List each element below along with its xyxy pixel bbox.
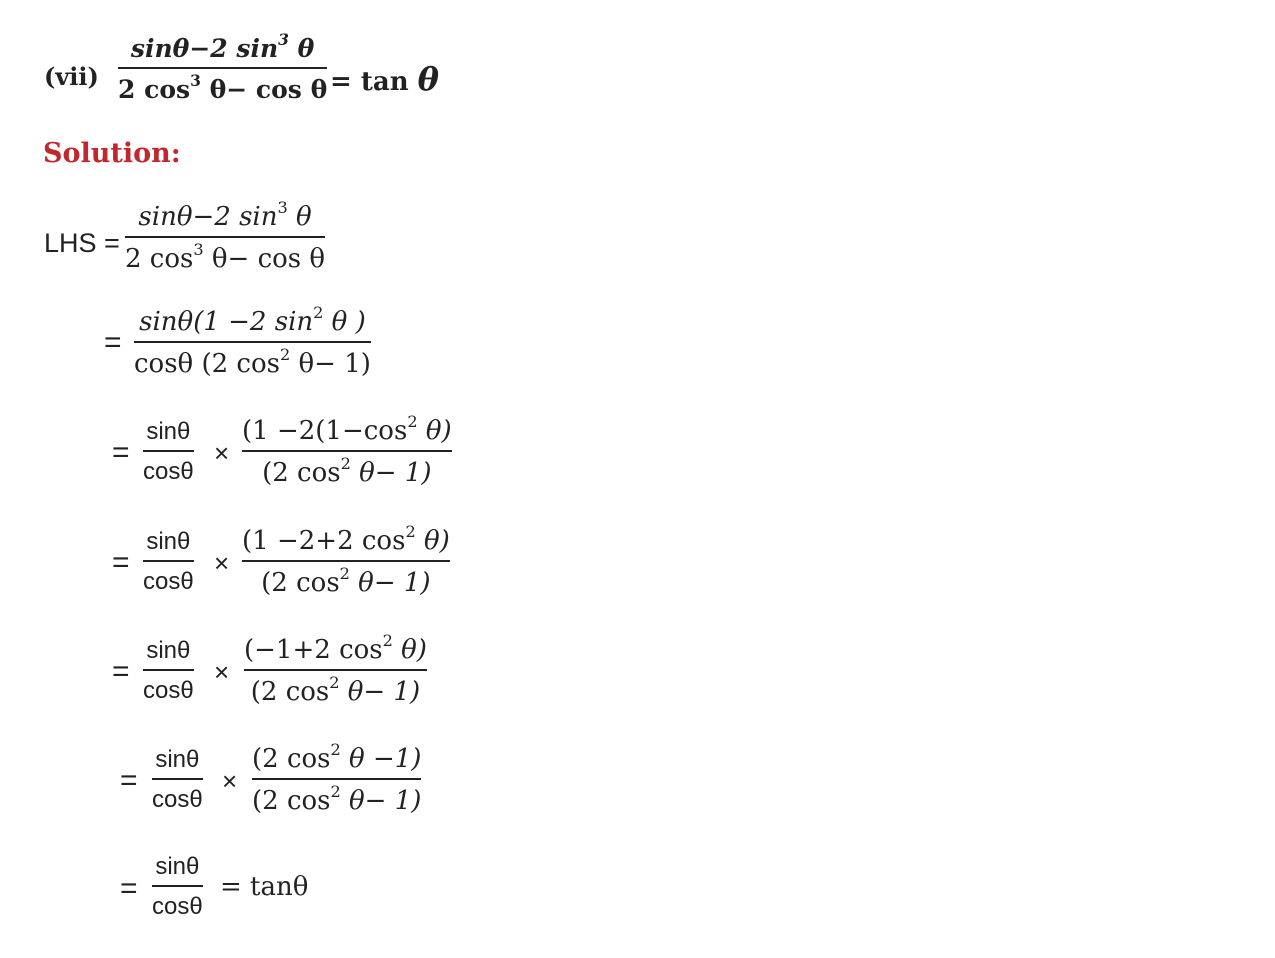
step5-fraction — [244, 630, 427, 707]
times-sign: × — [222, 766, 238, 796]
step3-equals: = — [112, 436, 130, 469]
fraction-bar — [242, 450, 452, 452]
problem-lhs-numerator: sinθ−2 $\sin^3 \theta$ — [130, 30, 315, 63]
fraction-bar — [143, 450, 194, 452]
sin-theta: sinθ — [155, 746, 200, 773]
fraction-bar — [244, 669, 427, 671]
step6-equals: = — [120, 764, 138, 797]
problem-rhs: = tan θ — [330, 60, 440, 98]
step1-fraction — [125, 197, 326, 274]
step3-sin-cos-fraction — [143, 420, 194, 484]
step6-sin-cos-fraction — [152, 748, 203, 812]
fraction-bar — [125, 236, 325, 238]
step2-denominator: cosθ (2 $\cos^2 \theta- 1$) — [134, 344, 371, 379]
sin-theta: sinθ — [146, 418, 191, 445]
sin-theta: sinθ — [146, 637, 191, 664]
step7-equals: = — [120, 872, 138, 905]
cos-theta: cosθ — [143, 458, 194, 485]
step6-denominator: (2 $\cos^2 \theta- 1$) — [252, 781, 422, 816]
step4-denominator: (2 $\cos^2 \theta- 1$) — [261, 563, 431, 598]
fraction-bar — [152, 885, 203, 887]
fraction-bar — [134, 341, 371, 343]
step2-numerator: sinθ(1 −2 $\sin^2 \theta$ ) — [139, 302, 366, 337]
fraction-bar — [252, 778, 421, 780]
times-sign: × — [214, 548, 230, 578]
problem-lhs-denominator: 2 $\cos^3 \theta- \cos \theta$ — [118, 71, 328, 104]
fraction-bar — [143, 669, 194, 671]
solution-heading: Solution: — [43, 138, 181, 169]
step4-equals: = — [112, 546, 130, 579]
final-result: = tanθ — [220, 872, 309, 902]
step6-numerator: (2 $\cos^2 \theta -1$) — [252, 739, 422, 774]
sin-theta: sinθ — [155, 853, 200, 880]
step1-denominator: 2 $\cos^3 \theta- \cos \theta$ — [125, 239, 326, 274]
cos-theta: cosθ — [152, 786, 203, 813]
step5-denominator: (2 $\cos^2 \theta- 1$) — [250, 672, 421, 707]
step4-sin-cos-fraction — [143, 530, 194, 594]
problem-lhs-fraction — [118, 30, 328, 104]
times-sign: × — [214, 657, 230, 687]
step2-fraction — [134, 302, 371, 379]
sin-theta: sinθ — [146, 528, 191, 555]
step3-denominator: (2 $\cos^2 \theta- 1$) — [262, 453, 432, 488]
step6-fraction — [252, 739, 422, 816]
fraction-bar — [143, 560, 194, 562]
step5-equals: = — [112, 655, 130, 688]
problem-label: (vii) — [44, 62, 99, 91]
step5-sin-cos-fraction — [143, 639, 194, 703]
step3-fraction — [242, 411, 452, 488]
step2-equals: = — [104, 326, 122, 359]
step4-fraction — [242, 521, 450, 598]
fraction-bar — [118, 67, 327, 69]
fraction-bar — [242, 560, 450, 562]
cos-theta: cosθ — [152, 893, 203, 920]
fraction-bar — [152, 778, 203, 780]
cos-theta: cosθ — [143, 568, 194, 595]
step7-sin-cos-fraction — [152, 855, 203, 919]
step5-numerator: (−1+2 $\cos^2 \theta$) — [244, 630, 427, 665]
step3-numerator: ($1 -2(1-\cos^2$ θ) — [242, 411, 452, 446]
times-sign: × — [214, 438, 230, 468]
cos-theta: cosθ — [143, 677, 194, 704]
step1-numerator: sinθ−2 $\sin^3 \theta$ — [138, 197, 312, 232]
lhs-prefix: LHS = — [44, 228, 120, 258]
step4-numerator: (1 −2+2 $\cos^2 \theta$) — [242, 521, 450, 556]
